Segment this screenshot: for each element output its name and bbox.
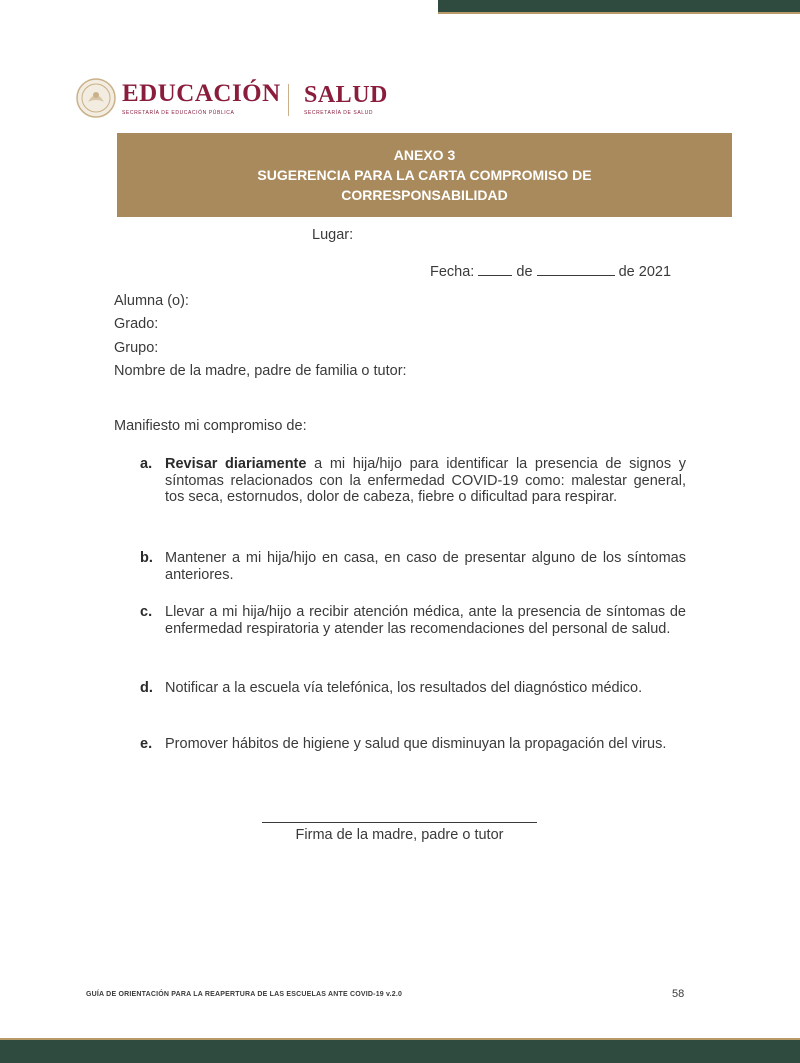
list-item — [140, 736, 686, 753]
list-item-letter: c. — [140, 604, 153, 620]
fecha-de-2: de 2021 — [618, 264, 672, 280]
list-item-text: Notificar a la escuela vía telefónica, los resultados del diagnóstico médico. — [165, 680, 643, 696]
list-item — [140, 456, 686, 506]
page-number: 58 — [672, 988, 685, 1000]
list-item-body — [165, 456, 686, 506]
signature-label: Firma de la madre, padre o tutor — [295, 827, 504, 843]
list-item-letter: a. — [140, 456, 153, 472]
list-item-text: Mantener a mi hija/hijo en casa, en caso de presentar alguno de los síntomas anteriores. — [165, 550, 686, 583]
list-item — [140, 550, 686, 583]
logo-salud: SALUD — [304, 82, 388, 108]
alumna-label: Alumna (o): — [114, 293, 189, 309]
logo-educacion: EDUCACIÓN — [122, 80, 281, 107]
top-accent-line — [438, 12, 800, 14]
fecha-label: Fecha: — [430, 264, 475, 280]
list-item-letter: e. — [140, 736, 153, 752]
logo-educacion-subtitle: SECRETARÍA DE EDUCACIÓN PÚBLICA — [122, 110, 235, 116]
list-item-bold: Revisar diariamente — [165, 456, 307, 472]
list-item-letter: b. — [140, 550, 153, 566]
list-item-text: Promover hábitos de higiene y salud que disminuyan la propagación del virus. — [165, 736, 667, 752]
nombre-tutor-label: Nombre de la madre, padre de familia o tutor: — [114, 363, 407, 379]
list-item-text: a mi hija/hijo para identificar la presencia de signos y síntomas relacionados con la enfermedad COVID-19 como: malestar general, tos seca, estornudos, dolor de cabeza, fiebre o dificultad para respirar. — [165, 456, 686, 505]
coat-of-arms-icon — [76, 78, 116, 118]
banner-line-2: SUGERENCIA PARA LA CARTA COMPROMISO DE — [257, 167, 592, 183]
logo-salud-subtitle: SECRETARÍA DE SALUD — [304, 110, 374, 116]
list-item — [140, 680, 686, 697]
fecha-de-1: de — [516, 264, 533, 280]
footer-text: GUÍA DE ORIENTACIÓN PARA LA REAPERTURA DE LAS ESCUELAS ANTE COVID-19 v.2.0 — [86, 991, 403, 998]
grupo-label: Grupo: — [114, 340, 159, 356]
day-blank — [478, 263, 512, 276]
bottom-decorative-bar — [0, 1040, 800, 1063]
list-item-letter: d. — [140, 680, 153, 696]
title-banner — [117, 133, 732, 217]
fecha-row — [430, 263, 671, 280]
banner-line-3: CORRESPONSABILIDAD — [341, 187, 508, 203]
month-blank — [537, 263, 615, 276]
banner-line-1: ANEXO 3 — [393, 147, 456, 163]
list-item — [140, 604, 686, 637]
logo-divider — [288, 84, 289, 116]
header-logo — [76, 78, 406, 122]
list-item-text: Llevar a mi hija/hijo a recibir atención médica, ante la presencia de síntomas de enfermedad respiratoria y atender las recomendaciones del personal de salud. — [165, 604, 686, 637]
lugar-label: Lugar: — [312, 227, 354, 243]
grado-label: Grado: — [114, 316, 159, 332]
signature-line — [262, 822, 537, 823]
commitment-intro: Manifiesto mi compromiso de: — [114, 418, 307, 434]
